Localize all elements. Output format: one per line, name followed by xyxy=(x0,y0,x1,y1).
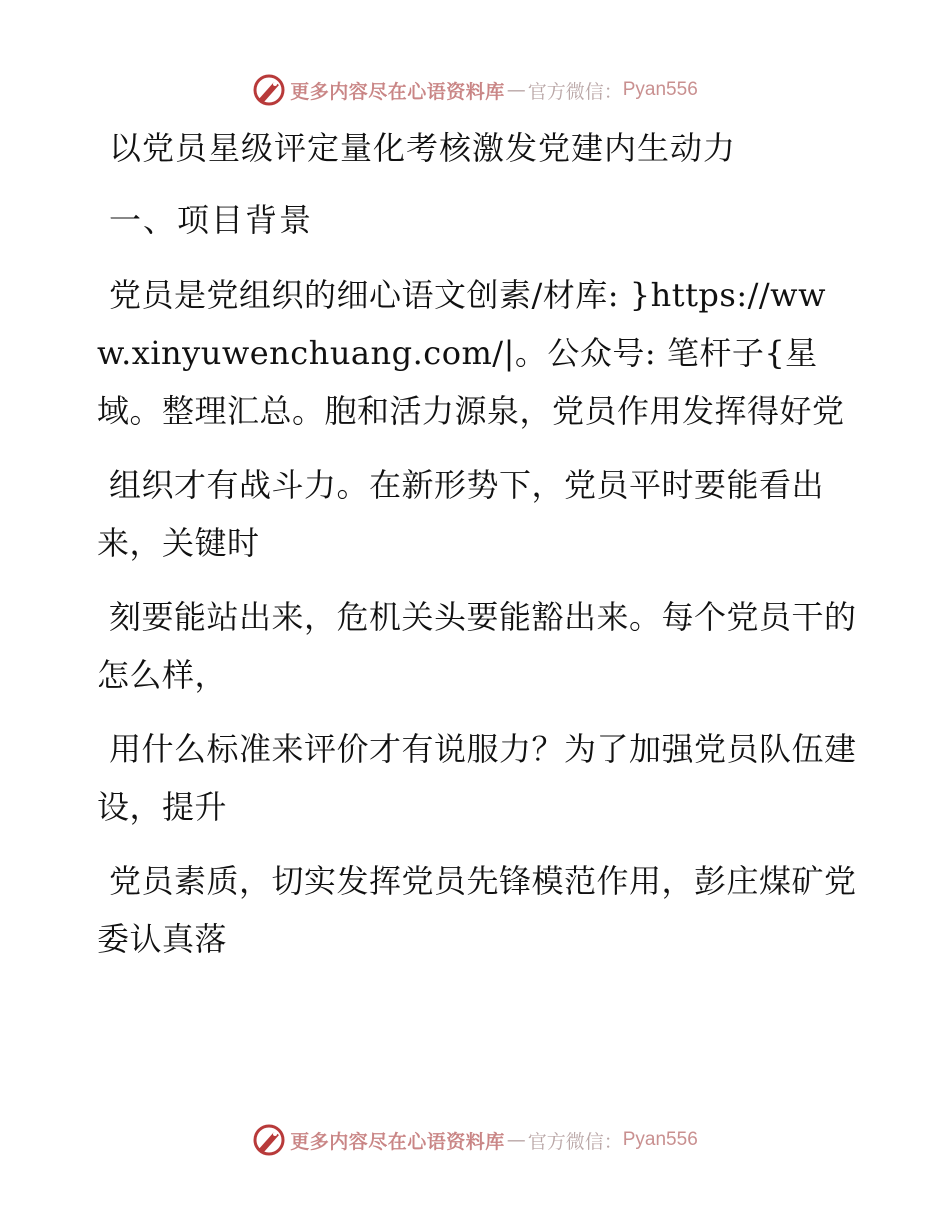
pen-nib-logo-icon xyxy=(252,73,286,107)
paragraph-2: 组织才有战斗力。在新形势下，党员平时要能看出来，关键时 xyxy=(97,466,825,562)
section-heading: 一、项目背景 xyxy=(109,201,314,239)
footer-watermark-banner xyxy=(0,1120,950,1160)
banner-wechat-label: 官方微信： xyxy=(527,1130,623,1153)
paragraph-4: 用什么标准来评价才有说服力？为了加强党员队伍建设，提升 xyxy=(97,730,857,826)
banner-slogan: 更多内容尽在心语资料库 xyxy=(290,80,505,103)
banner-wechat-id: Pyan556 xyxy=(622,1129,698,1150)
banner-wechat-label: 官方微信： xyxy=(527,80,623,103)
pen-nib-logo-icon xyxy=(252,1123,286,1157)
paragraph-1: 党员是党组织的细心语文创素/材库: }https://www.xinyuwenchuang.com/|。公众号: 笔杆子{星域。整理汇总。胞和活力源泉，党员作用发挥得好党 xyxy=(97,276,845,430)
banner-wechat-id: Pyan556 xyxy=(622,79,698,100)
banner-dash: — xyxy=(506,1129,526,1151)
banner-slogan: 更多内容尽在心语资料库 xyxy=(290,1130,505,1153)
paragraph-5: 党员素质，切实发挥党员先锋模范作用，彭庄煤矿党委认真落 xyxy=(97,862,857,958)
document-title: 以党员星级评定量化考核激发党建内生动力 xyxy=(109,129,737,167)
header-watermark-banner xyxy=(0,70,950,110)
paragraph-3: 刻要能站出来，危机关头要能豁出来。每个党员干的怎么样， xyxy=(97,598,857,694)
document-body xyxy=(97,120,857,984)
banner-dash: — xyxy=(506,79,526,101)
